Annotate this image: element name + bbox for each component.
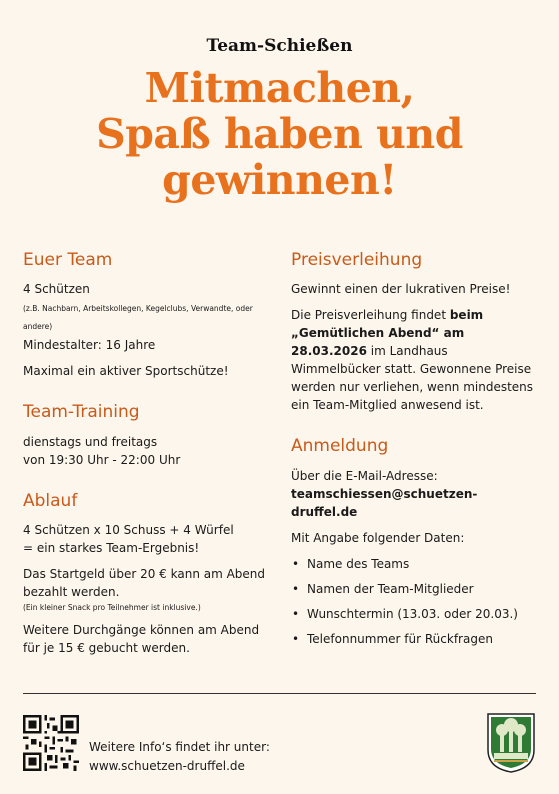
right-column [291,250,541,670]
left-column [23,250,271,679]
procedure-section [23,491,271,658]
registration-via: Über die E-Mail-Adresse: [291,468,438,483]
snack-note: (Ein kleiner Snack pro Teilnehmer ist inklusive.) [23,603,201,613]
headline-line: Spaß haben und [96,109,463,158]
list-item: • Wunschtermin (13.03. oder 20.03.) [292,606,518,621]
registration-list [291,555,541,648]
procedure-heading: Ablauf [23,490,78,511]
registration-section [291,436,541,647]
procedure-result: = ein starkes Team-Ergebnis! [23,541,200,556]
training-days: dienstags und freitags [23,434,158,449]
training-section [23,402,271,468]
procedure-formula: 4 Schützen x 10 Schuss + 4 Würfel [23,523,234,538]
team-examples: (z.B. Nachbarn, Arbeitskollegen, Kegelclubs, Verwandte, oder andere) [23,304,253,332]
qr-code-icon[interactable] [23,715,79,771]
awards-intro: Gewinnt einen der lukrativen Preise! [291,282,511,297]
headline [0,66,559,204]
list-item: • Namen der Team-Mitglieder [292,581,474,596]
entry-fee: Das Startgeld über 20 € kann am Abend bezahlt werden. [23,567,266,600]
registration-details-intro: Mit Angabe folgender Daten: [291,530,465,545]
kicker-title: Team-Schießen [206,36,353,56]
team-section [23,250,271,380]
min-age: Mindestalter: 16 Jahre [23,338,156,353]
footer-url[interactable]: www.schuetzen-druffel.de [89,758,245,773]
registration-email[interactable]: teamschiessen@schuetzen-druffel.de [291,486,478,519]
training-heading: Team-Training [23,402,140,423]
awards-section [291,250,541,414]
registration-heading: Anmeldung [291,436,389,457]
extra-rounds: Weitere Durchgänge können am Abend für je 15 € gebucht werden. [23,623,260,656]
list-item: • Name des Teams [292,556,410,571]
awards-text: Die Preisverleihung findet [291,308,450,323]
footer-text [89,738,270,775]
sport-shooter-limit: Maximal ein aktiver Sportschütze! [23,364,229,379]
training-time: von 19:30 Uhr - 22:00 Uhr [23,452,181,467]
team-heading: Euer Team [23,250,113,270]
footer-divider [23,693,536,694]
headline-line: Mitmachen, [144,64,415,112]
awards-date: beim „Gemütlichen Abend“ am 28.03.2026 [291,308,484,359]
footer-info: Weitere Info‘s findet ihr unter: [89,740,270,754]
awards-text-rest: im Landhaus Wimmelbücker statt. Gewonnene Preise werden nur verliehen, wenn mindestens ein Team-Mitglied anwesend ist. [291,344,534,413]
list-item: • Telefonnummer für Rückfragen [292,631,493,646]
awards-heading: Preisverleihung [291,250,423,270]
club-crest-icon [486,712,536,774]
team-count: 4 Schützen [23,282,90,297]
headline-line: gewinnen! [162,155,397,204]
